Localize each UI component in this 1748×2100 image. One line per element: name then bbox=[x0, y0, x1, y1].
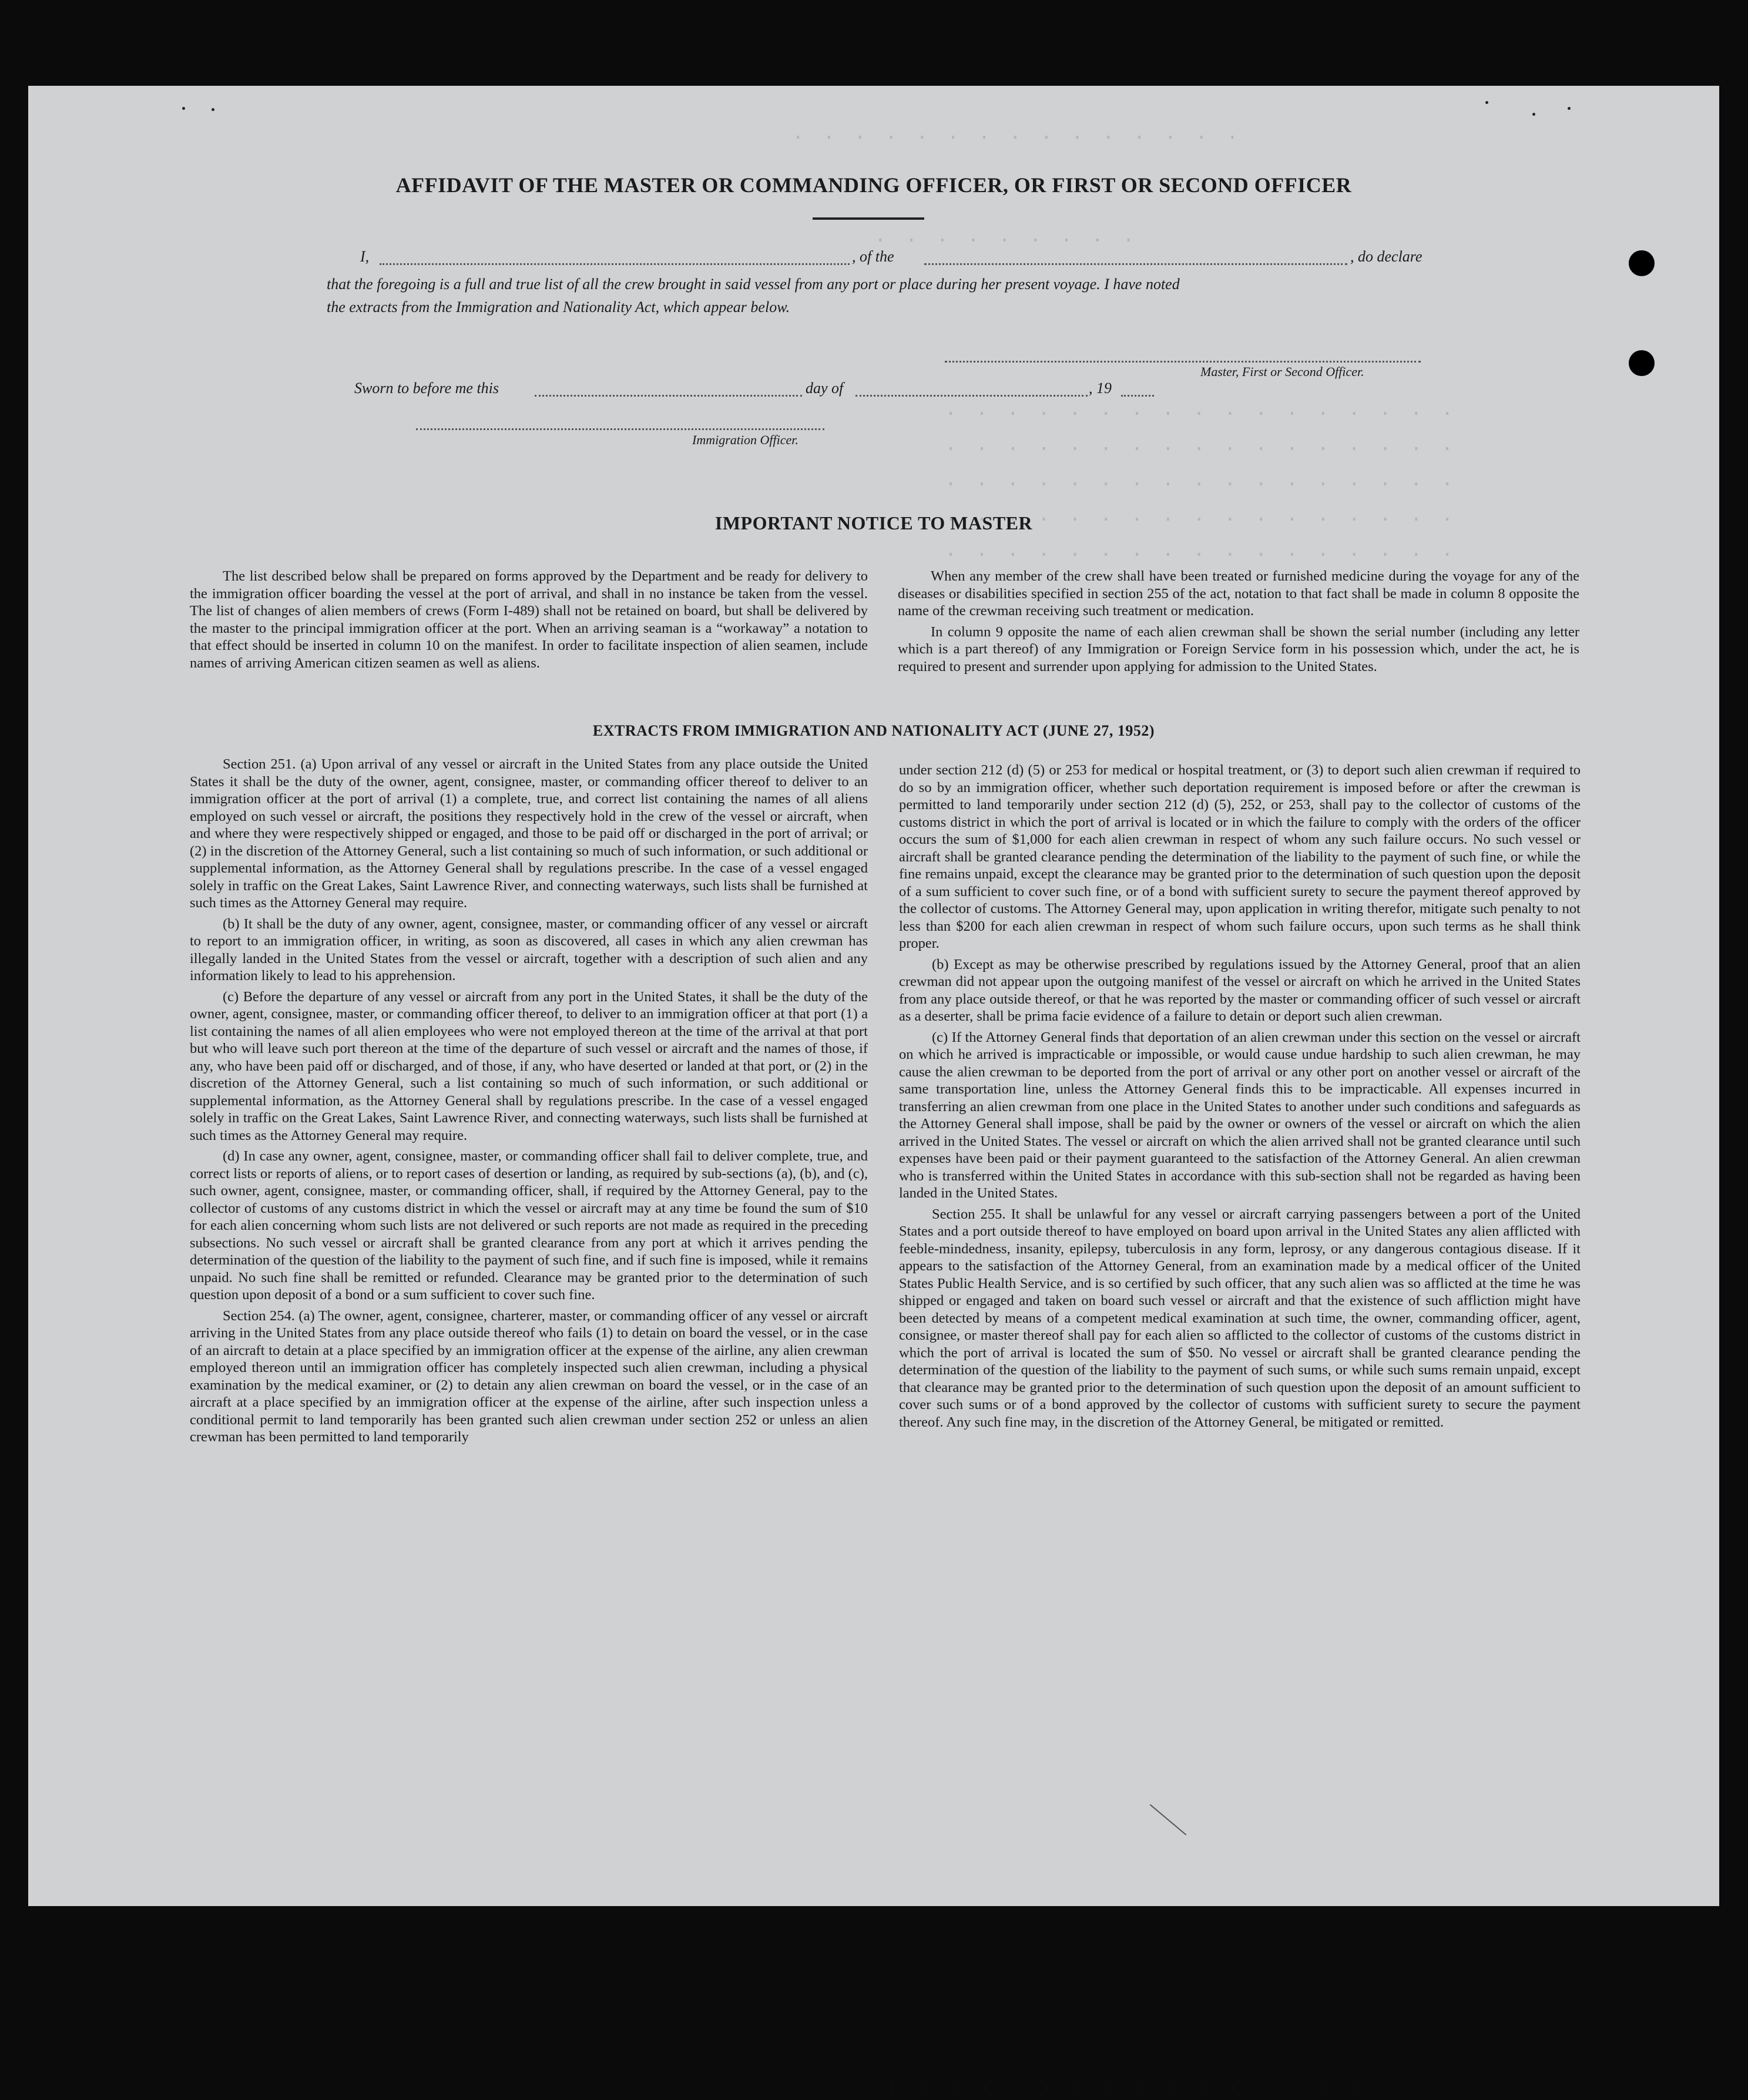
extract-paragraph: Section 254. (a) The owner, agent, consignee, charterer, master, or commanding officer of any vessel or aircraft arriving in the United States from any place outside thereof who fails (1) to detain on board the vessel, or in the case of an aircraft to detain at a place specified by an immigration officer at the expense of the airline, any alien crewman employed thereon until an immigration officer has completely inspected such alien crewman, including a physical examination by the medical examiner, or (2) to detain any alien crewman on board the vessel, or in the case of an aircraft at a place specified by an immigration officer at the expense of the airline, after such inspection unless a conditional permit to land temporarily has been granted such alien crewman under section 252 or unless an alien crewman has been permitted to land temporarily bbox=[190, 1307, 868, 1445]
name-blank bbox=[380, 263, 850, 265]
bleed-through-text: · · · · · · · · · · · · · · · · · bbox=[945, 438, 1457, 461]
title-rule bbox=[813, 217, 924, 220]
speck bbox=[182, 107, 185, 110]
extract-paragraph: (c) If the Attorney General finds that deportation of an alien crewman under this section on the vessel or aircraft on which he arrived is impracticable or impossible, or would cause undue hardship to such alien crewman, he may cause the alien crewman to be deported from the port of arrival or any other port on another vessel or aircraft of the same transportation line, unless the Attorney General finds this to be impracticable. All expenses incurred in transferring an alien crewman from one place in the United States to another under such conditions and safeguards as the Attorney General shall impose, shall be paid by the owner or owners of the vessel or aircraft on which the alien arrived in the United States. The vessel or aircraft on which the alien arrived shall not be granted clearance until such expenses have been paid or their payment guaranteed to the satisfaction of the Attorney General. An alien crewman who is transferred within the United States in accordance with this sub-section shall not be regarded as having been landed in the United States. bbox=[899, 1029, 1581, 1201]
extracts-left-column bbox=[190, 756, 868, 1450]
notice-right-column bbox=[898, 568, 1579, 679]
pencil-mark bbox=[1150, 1804, 1187, 1836]
sworn-day-blank bbox=[535, 395, 802, 397]
notice-paragraph: In column 9 opposite the name of each alien crewman shall be shown the serial number (including any letter which is a part thereof) of any Immigration or Foreign Service form in his possession which, under the act, he is required to present and surrender upon applying for admission to the United States. bbox=[898, 623, 1579, 675]
bleed-through-text: · · · · · · · · · · · · · · · · · bbox=[945, 474, 1457, 496]
bleed-through-text: · · · · · · · · · · · · · · · · bbox=[886, 2078, 1367, 2100]
speck bbox=[212, 108, 214, 111]
notice-left-column bbox=[190, 568, 868, 675]
year-label: , 19 bbox=[1089, 380, 1112, 397]
document-page bbox=[28, 86, 1719, 2100]
signature-line-master bbox=[945, 361, 1421, 363]
sworn-year-blank bbox=[1121, 395, 1154, 397]
extract-paragraph: Section 251. (a) Upon arrival of any vessel or aircraft in the United States from any place outside the United States it shall be the duty of the owner, agent, consignee, master, or commanding officer thereof to deliver to an immigration officer at the port of arrival (1) a complete, true, and correct list containing the names of all aliens employed on such vessel or aircraft, the positions they respectively hold in the crew of the vessel or aircraft, when and where they were respectively shipped or engaged, and those to be paid off or discharged in the port of arrival; or (2) in the discretion of the Attorney General, such a list containing so much of such information, or such additional or supplemental information, as the Attorney General shall by regulations prescribe. In the case of a vessel engaged solely in traffic on the Great Lakes, Saint Lawrence River, and connecting waterways, such lists shall be furnished at such times as the Attorney General may require. bbox=[190, 756, 868, 911]
signature-caption-officer: Immigration Officer. bbox=[692, 432, 798, 447]
affidavit-i-label: I, bbox=[360, 248, 370, 265]
extract-paragraph: (d) In case any owner, agent, consignee, master, or commanding officer shall fail to deliver complete, true, and correct lists or reports of aliens, or to report cases of desertion or landing, as required by sub-sections (a), (b), and (c), such owner, agent, consignee, master, or commanding officer, shall, if required by the Attorney General, pay to the collector of customs of any customs district in which the vessel or aircraft may at any time be found the sum of $10 for each alien concerning whom such lists are not delivered or such reports are not made as required in the preceding subsections. No such vessel or aircraft shall be granted clearance from any port at which it arrives pending the determination of the question of the liability to the payment of such fine, and if such fine is imposed, while it remains unpaid. No such fine shall be remitted or refunded. Clearance may be granted prior to the determination of such question upon deposit of a bond or a sum sufficient to cover such fine. bbox=[190, 1148, 868, 1303]
notice-paragraph: When any member of the crew shall have been treated or furnished medicine during the voyage for any of the diseases or disabilities specified in section 255 of the act, notation to that fact shall be made in column 8 opposite the name of the crewman receiving such treatment or medication. bbox=[898, 568, 1579, 619]
signature-caption-master: Master, First or Second Officer. bbox=[1200, 364, 1364, 379]
bleed-through-text: · · · · · · · · · · · · · · · · · bbox=[945, 403, 1457, 425]
signature-line-officer bbox=[416, 428, 824, 430]
vessel-blank bbox=[924, 263, 1347, 265]
extract-paragraph: (b) It shall be the duty of any owner, agent, consignee, master, or commanding officer of any vessel or aircraft to report to an immigration officer, in writing, as soon as discovered, all cases in which any alien crewman has illegally landed in the United States from the vessel or aircraft, together with a description of such alien and any information likely to lead to his apprehension. bbox=[190, 915, 868, 984]
speck bbox=[1532, 113, 1535, 116]
declaration-line-1: that the foregoing is a full and true list of all the crew brought in said vessel from any port or place during her present voyage. I have noted bbox=[327, 276, 1180, 293]
affidavit-of-the-label: , of the bbox=[852, 248, 894, 265]
sworn-label: Sworn to before me this bbox=[354, 380, 499, 397]
affidavit-title: AFFIDAVIT OF THE MASTER OR COMMANDING OFFICER, OR FIRST OR SECOND OFFICER bbox=[395, 173, 1352, 197]
day-of-label: day of bbox=[806, 380, 844, 397]
bleed-through-text: · · · · · · · · · · · · · · · bbox=[792, 127, 1242, 149]
speck bbox=[1485, 101, 1488, 104]
notice-title: IMPORTANT NOTICE TO MASTER bbox=[714, 512, 1033, 534]
speck bbox=[1568, 107, 1571, 110]
punch-hole bbox=[1629, 350, 1655, 376]
extract-paragraph: Section 255. It shall be unlawful for any vessel or aircraft carrying passengers between a port of the United States and a port outside thereof to have employed on board upon arrival in the United States any alien afflicted with feeble-mindedness, insanity, epilepsy, tuberculosis in any form, leprosy, or any dangerous contagious disease. If it appears to the satisfaction of the Attorney General, from an examination made by a medical officer of the United States Public Health Service, and is so certified by such officer, that any such alien was so afflicted at the time he was shipped or engaged and taken on board such vessel or aircraft and that the existence of such affliction might have been detected by means of a competent medical examination at such time, the owner, commanding officer, agent, consignee, or master thereof shall pay for each alien so afflicted to the collector of customs of the customs district in which the port of arrival is located the sum of $50. No vessel or aircraft shall be granted clearance pending the determination of the question of the liability to the payment of such sums, or while such sums remain unpaid, except that clearance may be granted prior to the determination of such question upon the deposit of an amount sufficient to cover such sums or of a bond approved by the collector of customs with sufficient surety to secure the payment thereof. Any such fine may, in the discretion of the Attorney General, be mitigated or remitted. bbox=[899, 1206, 1581, 1430]
bleed-through-text: · · · · · · · · · · · · · · · · · bbox=[945, 544, 1457, 566]
sworn-month-blank bbox=[855, 395, 1088, 397]
notice-paragraph: The list described below shall be prepared on forms approved by the Department and be ready for delivery to the immigration officer boarding the vessel at the port of arrival, and shall in no instance be taken from the vessel. The list of changes of alien members of crews (Form I-489) shall not be retained on board, but shall be delivered by the master to the principal immigration officer at the port. When an arriving seaman is a “workaway” a notation to that effect should be inserted in column 10 on the manifest. In order to facilitate inspection of alien seamen, include names of arriving American citizen seamen as well as aliens. bbox=[190, 568, 868, 671]
extract-paragraph: (c) Before the departure of any vessel or aircraft from any port in the United States, it shall be the duty of the owner, agent, consignee, master, or commanding officer thereof, to deliver to an immigration officer at that port (1) a list containing the names of all alien employees who were not employed thereon at the time of the arrival at that port but who will leave such port thereon at the time of the departure of such vessel or aircraft and the names of those, if any, who have been paid off or discharged, and of those, if any, who have deserted or landed at that port, or (2) in the discretion of the Attorney General, such a list containing so much of such information, or such additional or supplemental information, as the Attorney General shall by regulations prescribe. In the case of a vessel engaged solely in traffic on the Great Lakes, Saint Lawrence River, and connecting waterways, such lists shall be furnished at such times as the Attorney General may require. bbox=[190, 988, 868, 1143]
bleed-through-text: · · · · · · · · · · · · · · · · · bbox=[945, 509, 1457, 531]
bleed-through-text: · · · · · · · · · bbox=[874, 230, 1138, 252]
punch-hole bbox=[1629, 250, 1655, 276]
extracts-right-column bbox=[899, 761, 1581, 1434]
declaration-line-2: the extracts from the Immigration and Nationality Act, which appear below. bbox=[327, 298, 790, 316]
extract-paragraph: under section 212 (d) (5) or 253 for medical or hospital treatment, or (3) to deport such alien crewman if required to do so by an immigration officer, whether such deportation requirement is imposed before or after the crewman is permitted to land temporarily under section 212 (d) (5), 252, or 253, shall pay to the collector of customs of the customs district in which the port of arrival is located or in which the failure to comply with the orders of the officer occurs the sum of $1,000 for each alien crewman in respect of whom any such failure occurs. No such vessel or aircraft shall be granted clearance pending the determination of the liability to the payment of such fine, or while the fine remains unpaid, except the clearance may be granted prior to the determination of such question upon the deposit of a sum sufficient to cover such fine, or of a bond with sufficient surety to secure the payment thereof approved by the collector of customs. The Attorney General may, upon application in writing therefor, mitigate such penalty to not less than $200 for each alien crewman in respect of whom such failure occurs, upon such terms as he shall think proper. bbox=[899, 762, 1581, 951]
extracts-title: EXTRACTS FROM IMMIGRATION AND NATIONALITY ACT (JUNE 27, 1952) bbox=[592, 722, 1155, 739]
affidavit-do-declare-label: , do declare bbox=[1350, 248, 1422, 265]
extract-paragraph: (b) Except as may be otherwise prescribed by regulations issued by the Attorney General, proof that an alien crewman did not appear upon the outgoing manifest of the vessel or aircraft on which he arrived in the United States from any place outside thereof, or that he was reported by the master or commanding officer of such vessel or aircraft as a deserter, shall be prima facie evidence of a failure to detain or deport such alien crewman. bbox=[899, 956, 1581, 1024]
